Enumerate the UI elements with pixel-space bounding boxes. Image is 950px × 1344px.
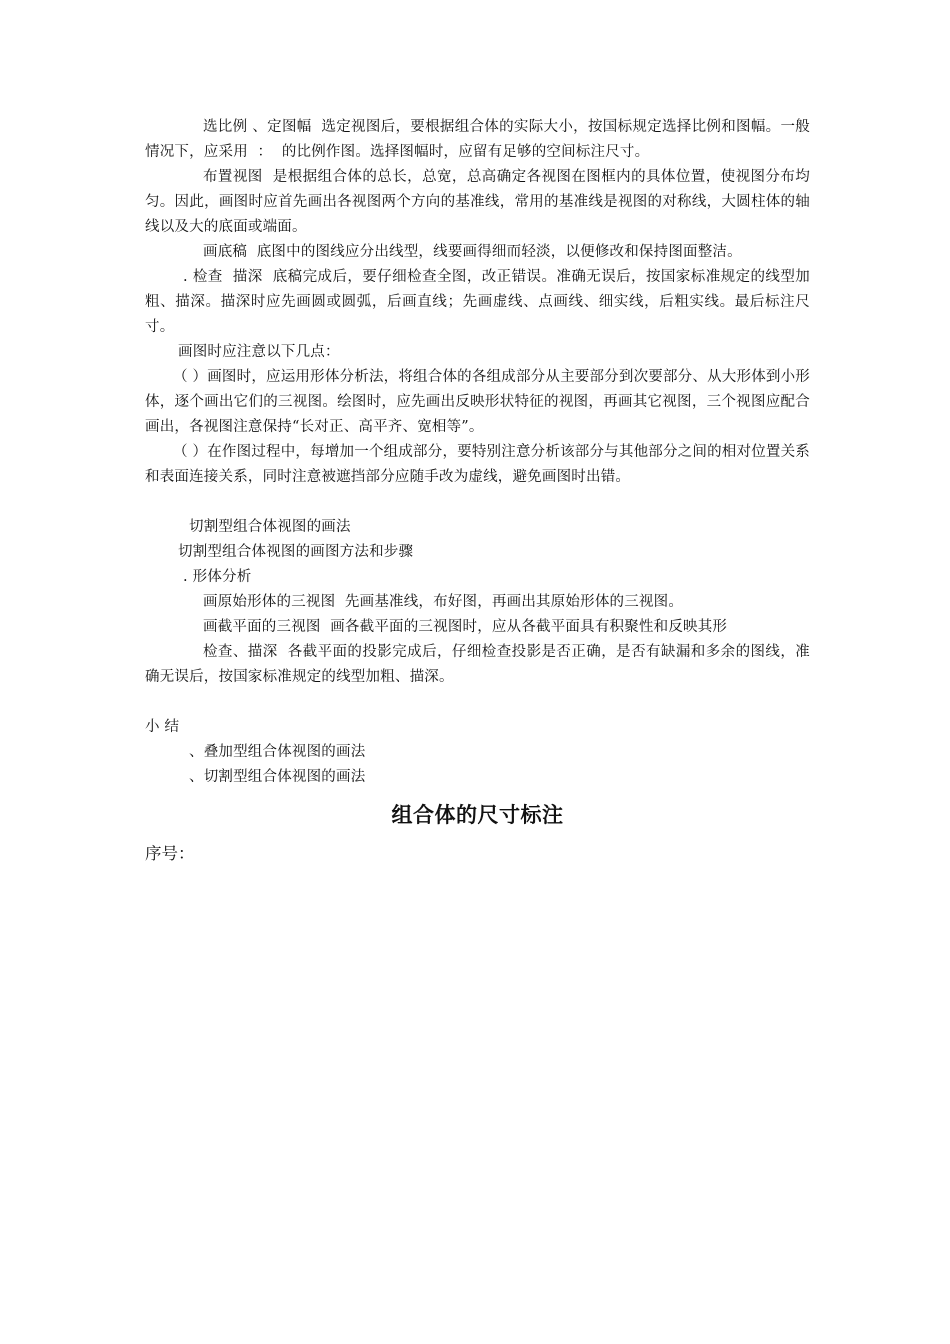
paragraph-notes-intro: 画图时应注意以下几点： bbox=[178, 344, 340, 360]
spacer bbox=[145, 690, 810, 715]
sequence-label: 序号： bbox=[145, 844, 195, 863]
spacer bbox=[145, 490, 810, 515]
step-original-views: 画原始形体的三视图 先画基准线，布好图，再画出其原始形体的三视图。 bbox=[203, 594, 684, 610]
paragraph-draft: 画底稿 底图中的图线应分出线型，线要画得细而轻淡，以便修改和保持图面整洁。 bbox=[203, 244, 742, 260]
summary-item-1: 、叠加型组合体视图的画法 bbox=[189, 744, 366, 760]
section-heading: 切割型组合体视图的画法 bbox=[189, 519, 351, 535]
paragraph-scale-format: 选比例 、定图幅 选定视图后，要根据组合体的实际大小，按国标规定选择比例和图幅。一般情况下，应采用 ： 的比例作图。选择图幅时，应留有足够的空间标注尺寸。 bbox=[145, 119, 810, 160]
chapter-title: 组合体的尺寸标注 bbox=[391, 802, 564, 827]
step-shape-analysis: . 形体分析 bbox=[183, 569, 252, 585]
section-subheading: 切割型组合体视图的画图方法和步骤 bbox=[178, 544, 414, 560]
document-page bbox=[145, 115, 810, 870]
step-check-trace: 检查、描深 各截平面的投影完成后，仔细检查投影是否正确，是否有缺漏和多余的图线，准确无误后，按国家标准规定的线型加粗、描深。 bbox=[145, 644, 810, 685]
summary-label: 小 结 bbox=[145, 719, 180, 735]
paragraph-layout-views: 布置视图 是根据组合体的总长，总宽，总高确定各视图在图框内的具体位置，使视图分布均匀。因此，画图时应首先画出各视图两个方向的基准线，常用的基准线是视图的对称线，大圆柱体的轴线以及大的底面或端面。 bbox=[145, 169, 810, 235]
paragraph-note-1: （ ）画图时，应运用形体分析法，将组合体的各组成部分从主要部分到次要部分、从大形体到小形体，逐个画出它们的三视图。绘图时，应先画出反映形状特征的视图，再画其它视图，三个视图应配合画出，各视图注意保持“长对正、高平齐、宽相等”。 bbox=[145, 369, 810, 435]
summary-item-2: 、切割型组合体视图的画法 bbox=[189, 769, 366, 785]
paragraph-check-trace: . 检查 描深 底稿完成后，要仔细检查全图，改正错误。准确无误后，按国家标准规定的线型加粗、描深。描深时应先画圆或圆弧，后画直线；先画虚线、点画线、细实线，后粗实线。最后标注尺寸。 bbox=[145, 269, 810, 335]
step-cut-plane-views: 画截平面的三视图 画各截平面的三视图时，应从各截平面具有积聚性和反映其形 bbox=[203, 619, 728, 635]
paragraph-note-2: （ ）在作图过程中，每增加一个组成部分，要特别注意分析该部分与其他部分之间的相对位置关系和表面连接关系，同时注意被遮挡部分应随手改为虚线，避免画图时出错。 bbox=[145, 444, 810, 485]
